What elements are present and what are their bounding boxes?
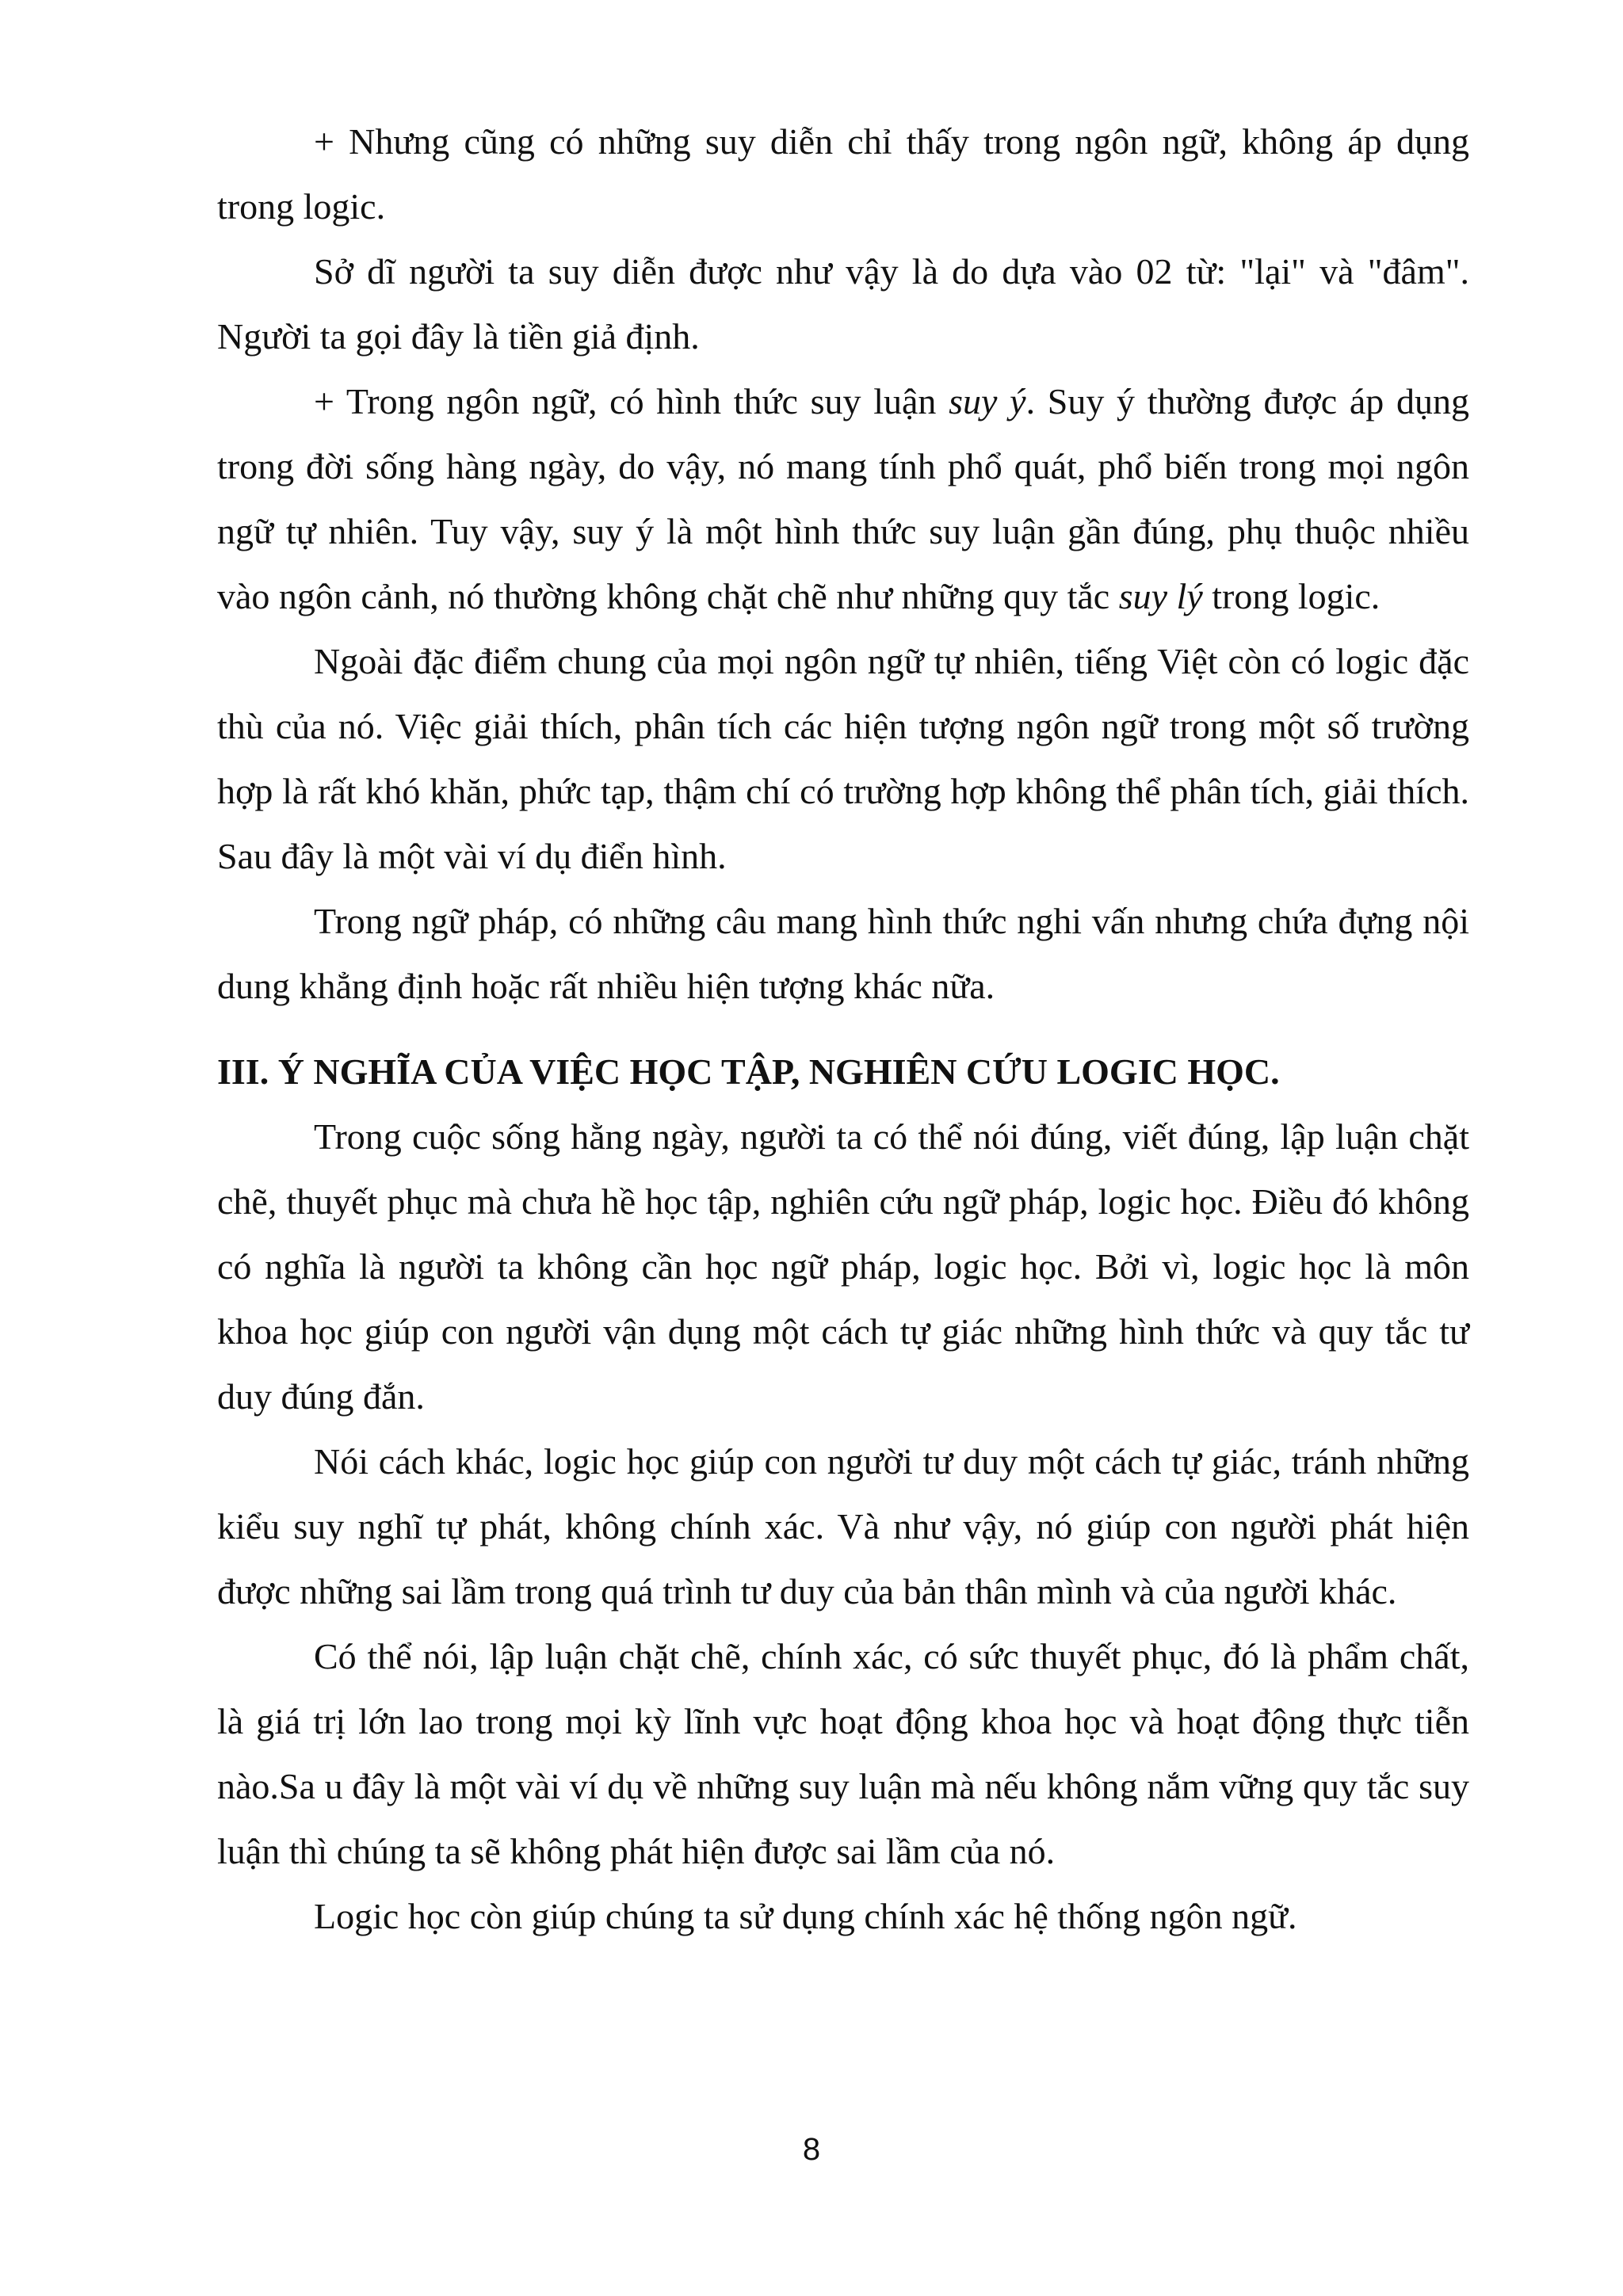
text-run: trong logic. — [1202, 576, 1381, 616]
text-run: Sở dĩ người ta suy diễn được như vậy là do dựa vào 02 từ: "lại" và "đâm". Người ta gọi đây là tiền giả định. — [217, 251, 1469, 357]
page-number: 8 — [802, 2132, 821, 2167]
paragraphs-before-heading — [217, 109, 1469, 1019]
text-run: + Trong ngôn ngữ, có hình thức suy luận — [314, 381, 949, 421]
body-paragraph — [217, 889, 1469, 1019]
body-paragraph — [217, 1624, 1469, 1884]
body-paragraph — [217, 239, 1469, 369]
body-paragraph — [217, 109, 1469, 239]
text-run: Nói cách khác, logic học giúp con người tư duy một cách tự giác, tránh những kiểu suy nghĩ tự phát, không chính xác. Và như vậy, nó giúp con người phát hiện được những sai lầm trong quá trình tư duy của bản thân mình và của người khác. — [217, 1441, 1469, 1611]
text-run: Trong cuộc sống hằng ngày, người ta có thể nói đúng, viết đúng, lập luận chặt chẽ, thuyết phục mà chưa hề học tập, nghiên cứu ngữ pháp, logic học. Điều đó không có nghĩa là người ta không cần học ngữ pháp, logic học. Bởi vì, logic học là môn khoa học giúp con người vận dụng một cách tự giác những hình thức và quy tắc tư duy đúng đắn. — [217, 1116, 1469, 1417]
text-run: Trong ngữ pháp, có những câu mang hình thức nghi vấn nhưng chứa đựng nội dung khẳng định hoặc rất nhiều hiện tượng khác nữa. — [217, 901, 1469, 1006]
body-paragraph — [217, 369, 1469, 629]
paragraphs-after-heading — [217, 1104, 1469, 1949]
body-paragraph — [217, 1884, 1469, 1949]
text-run: Logic học còn giúp chúng ta sử dụng chính xác hệ thống ngôn ngữ. — [314, 1896, 1297, 1936]
page-body — [217, 109, 1469, 1949]
body-paragraph — [217, 1104, 1469, 1429]
text-run: . Suy ý thường được áp dụng trong đời sống hàng ngày, do vậy, nó mang tính phổ quát, phổ biến trong mọi ngôn ngữ tự nhiên. Tuy vậy, suy ý là một hình thức suy luận gần đúng, phụ thuộc nhiều vào ngôn cảnh, nó thường không chặt chẽ như những quy tắc — [217, 381, 1469, 616]
text-run: + Nhưng cũng có những suy diễn chỉ thấy trong ngôn ngữ, không áp dụng trong logic. — [217, 121, 1469, 227]
body-paragraph — [217, 629, 1469, 889]
text-run: Có thể nói, lập luận chặt chẽ, chính xác, có sức thuyết phục, đó là phẩm chất, là giá trị lớn lao trong mọi kỳ lĩnh vực hoạt động khoa học và hoạt động thực tiễn nào.Sa u đây là một vài ví dụ về những suy luận mà nếu không nắm vững quy tắc suy luận thì chúng ta sẽ không phát hiện được sai lầm của nó. — [217, 1636, 1469, 1871]
section-heading: III. Ý NGHĨA CỦA VIỆC HỌC TẬP, NGHIÊN CỨU LOGIC HỌC. — [217, 1051, 1280, 1092]
text-run: Ngoài đặc điểm chung của mọi ngôn ngữ tự nhiên, tiếng Việt còn có logic đặc thù của nó. Việc giải thích, phân tích các hiện tượng ngôn ngữ trong một số trường hợp là rất khó khăn, phức tạp, thậm chí có trường hợp không thể phân tích, giải thích. Sau đây là một vài ví dụ điển hình. — [217, 641, 1469, 876]
italic-term: suy ý — [949, 381, 1026, 421]
italic-term: suy lý — [1118, 576, 1203, 616]
body-paragraph — [217, 1429, 1469, 1624]
